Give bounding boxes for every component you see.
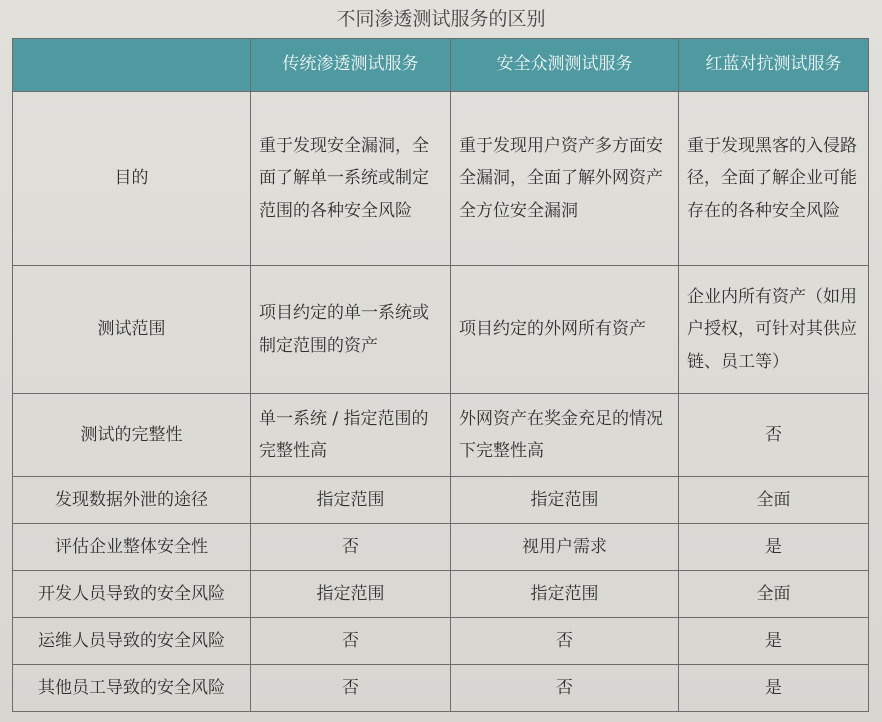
table-cell: 项目约定的单一系统或制定范围的资产 xyxy=(251,266,451,394)
table-cell: 指定范围 xyxy=(251,477,451,524)
table-cell: 否 xyxy=(251,665,451,712)
table-cell: 重于发现黑客的入侵路径，全面了解企业可能存在的各种安全风险 xyxy=(679,92,869,266)
table-header xyxy=(13,39,869,92)
table-cell: 指定范围 xyxy=(451,571,679,618)
row-label: 评估企业整体安全性 xyxy=(13,524,251,571)
table-cell: 否 xyxy=(451,665,679,712)
row-label: 发现数据外泄的途径 xyxy=(13,477,251,524)
table-row xyxy=(13,92,869,266)
row-label: 其他员工导致的安全风险 xyxy=(13,665,251,712)
table-cell: 全面 xyxy=(679,477,869,524)
table-cell: 视用户需求 xyxy=(451,524,679,571)
header-traditional: 传统渗透测试服务 xyxy=(251,39,451,92)
comparison-table xyxy=(12,38,869,712)
table-cell: 重于发现安全漏洞，全面了解单一系统或制定范围的各种安全风险 xyxy=(251,92,451,266)
table-cell: 是 xyxy=(679,665,869,712)
table-cell: 单一系统 / 指定范围的完整性高 xyxy=(251,394,451,477)
table-row xyxy=(13,394,869,477)
table-cell: 否 xyxy=(451,618,679,665)
table-cell: 否 xyxy=(679,394,869,477)
table-cell: 是 xyxy=(679,618,869,665)
header-crowdsourced: 安全众测测试服务 xyxy=(451,39,679,92)
row-label: 测试的完整性 xyxy=(13,394,251,477)
row-label: 测试范围 xyxy=(13,266,251,394)
row-label: 目的 xyxy=(13,92,251,266)
table-cell: 是 xyxy=(679,524,869,571)
table-cell: 全面 xyxy=(679,571,869,618)
table-row xyxy=(13,618,869,665)
table-caption: 不同渗透测试服务的区别 xyxy=(336,8,546,30)
table-cell: 重于发现用户资产多方面安全漏洞，全面了解外网资产全方位安全漏洞 xyxy=(451,92,679,266)
table-row xyxy=(13,477,869,524)
table-cell: 否 xyxy=(251,618,451,665)
table-row xyxy=(13,524,869,571)
table-row xyxy=(13,266,869,394)
table-cell: 项目约定的外网所有资产 xyxy=(451,266,679,394)
table-cell: 企业内所有资产（如用户授权，可针对其供应链、员工等） xyxy=(679,266,869,394)
header-redblue: 红蓝对抗测试服务 xyxy=(679,39,869,92)
table-cell: 指定范围 xyxy=(451,477,679,524)
header-row xyxy=(13,39,869,92)
table-row xyxy=(13,571,869,618)
table-cell: 指定范围 xyxy=(251,571,451,618)
table-cell: 否 xyxy=(251,524,451,571)
table-body xyxy=(13,92,869,712)
row-label: 运维人员导致的安全风险 xyxy=(13,618,251,665)
header-corner xyxy=(13,39,251,92)
table-row xyxy=(13,665,869,712)
row-label: 开发人员导致的安全风险 xyxy=(13,571,251,618)
table-cell: 外网资产在奖金充足的情况下完整性高 xyxy=(451,394,679,477)
